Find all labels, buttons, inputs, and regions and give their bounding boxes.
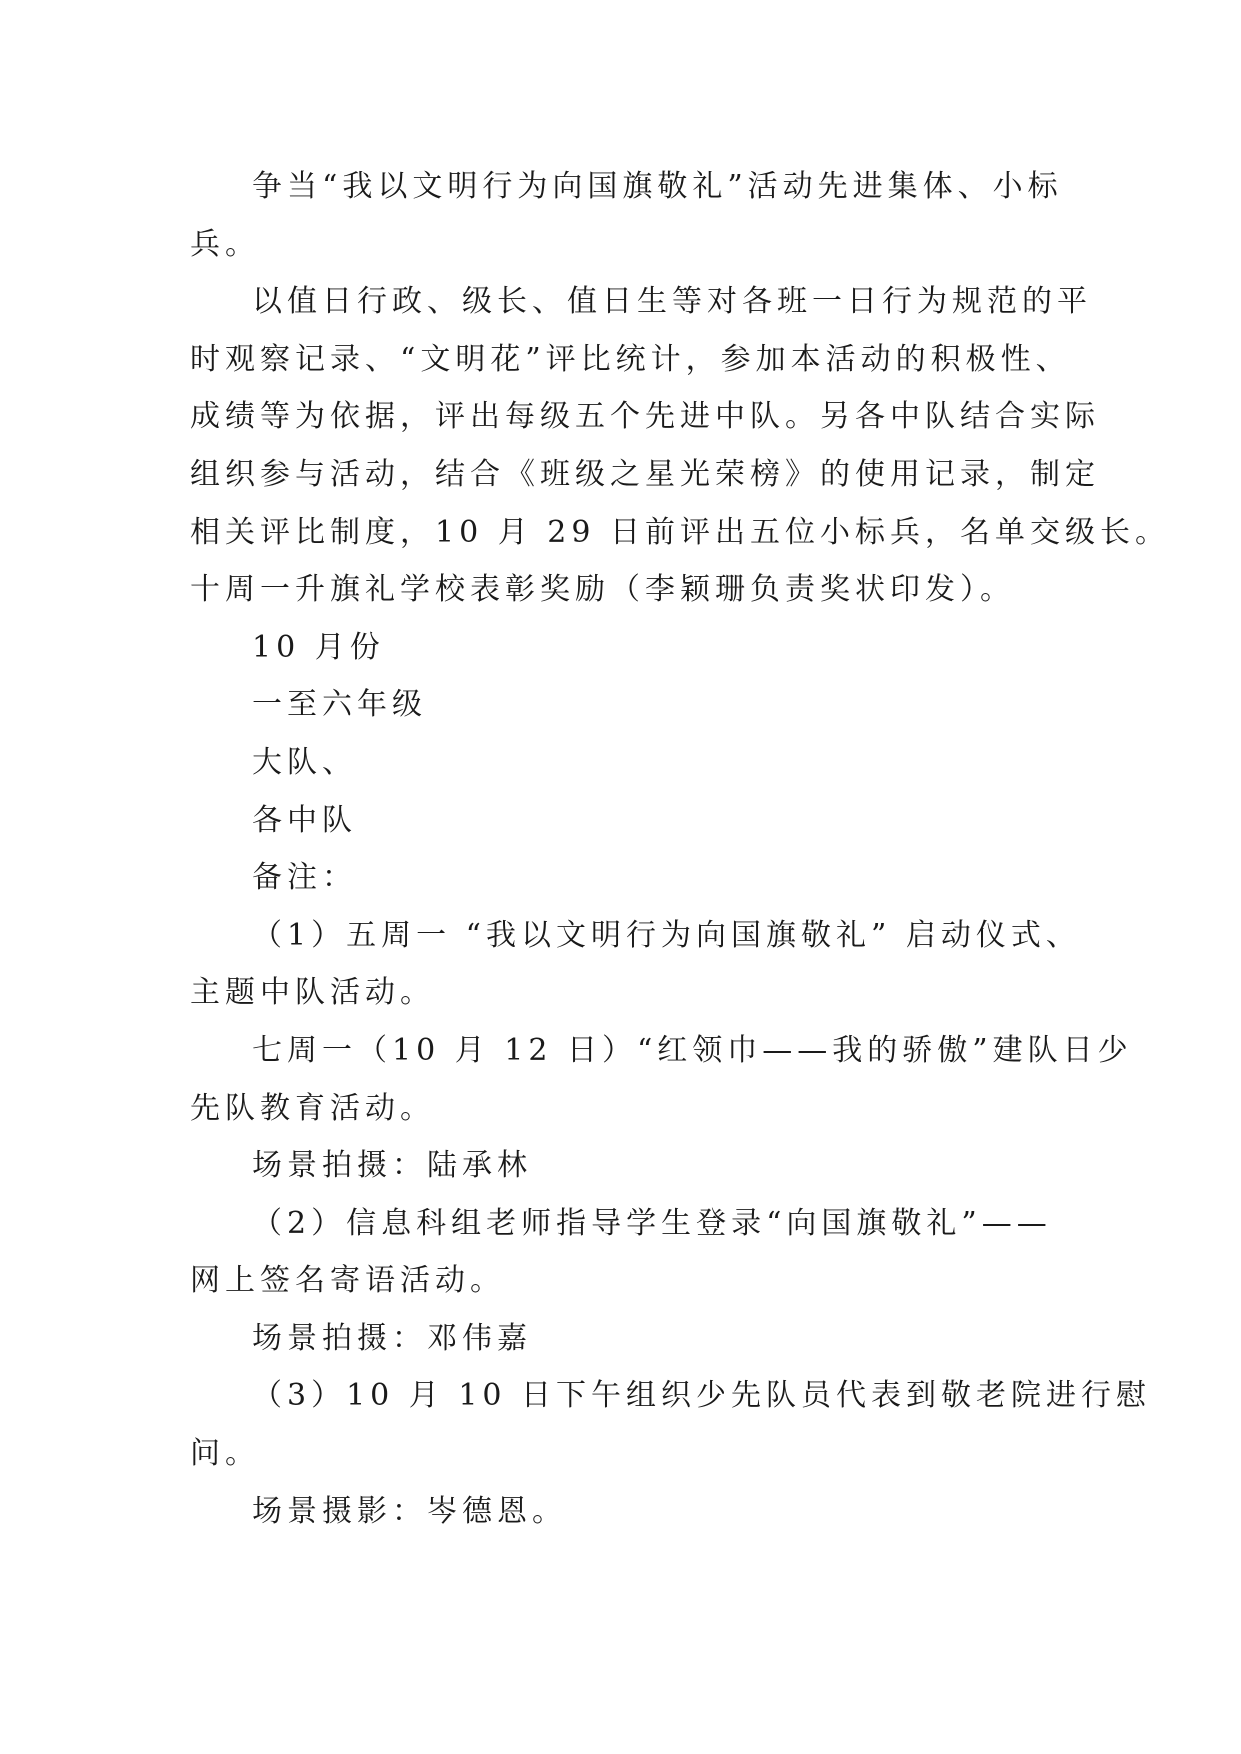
text-line: 场景拍摄：邓伟嘉 [252, 1320, 532, 1356]
text-line: 以值日行政、级长、值日生等对各班一日行为规范的平 [252, 284, 1092, 320]
text-line: 大队、 [252, 744, 357, 780]
text-line: 兵。 [190, 226, 260, 262]
text-line: （3）10 月 10 日下午组织少先队员代表到敬老院进行慰 [252, 1378, 1152, 1414]
text-line: 组织参与活动，结合《班级之星光荣榜》的使用记录，制定 [190, 456, 1100, 492]
text-line: 一至六年级 [252, 687, 427, 723]
text-line: 场景摄影：岑德恩。 [252, 1493, 567, 1529]
text-line: 成绩等为依据，评出每级五个先进中队。另各中队结合实际 [190, 399, 1100, 435]
text-line: 相关评比制度，10 月 29 日前评出五位小标兵，名单交级长。 [190, 514, 1170, 550]
text-line: 10 月份 [252, 629, 385, 665]
text-line: 网上签名寄语活动。 [190, 1263, 505, 1299]
text-line: 各中队 [252, 802, 357, 838]
text-line: 十周一升旗礼学校表彰奖励（李颖珊负责奖状印发）。 [190, 572, 1015, 608]
text-line: 争当“我以文明行为向国旗敬礼”活动先进集体、小标 [252, 169, 1063, 204]
text-line: 七周一（10 月 12 日）“红领巾——我的骄傲”建队日少 [252, 1032, 1133, 1068]
text-line: （2）信息科组老师指导学生登录“向国旗敬礼”—— [252, 1205, 1052, 1241]
document-body [190, 158, 1170, 1540]
text-line: 先队教育活动。 [190, 1090, 435, 1126]
text-line: 问。 [190, 1436, 260, 1472]
text-line: （1）五周一 “我以文明行为向国旗敬礼” 启动仪式、 [252, 917, 1081, 953]
text-line: 时观察记录、“文明花”评比统计，参加本活动的积极性、 [190, 341, 1071, 377]
text-line: 备注： [252, 860, 357, 896]
text-line: 主题中队活动。 [190, 975, 435, 1011]
text-line: 场景拍摄：陆承林 [252, 1148, 532, 1184]
